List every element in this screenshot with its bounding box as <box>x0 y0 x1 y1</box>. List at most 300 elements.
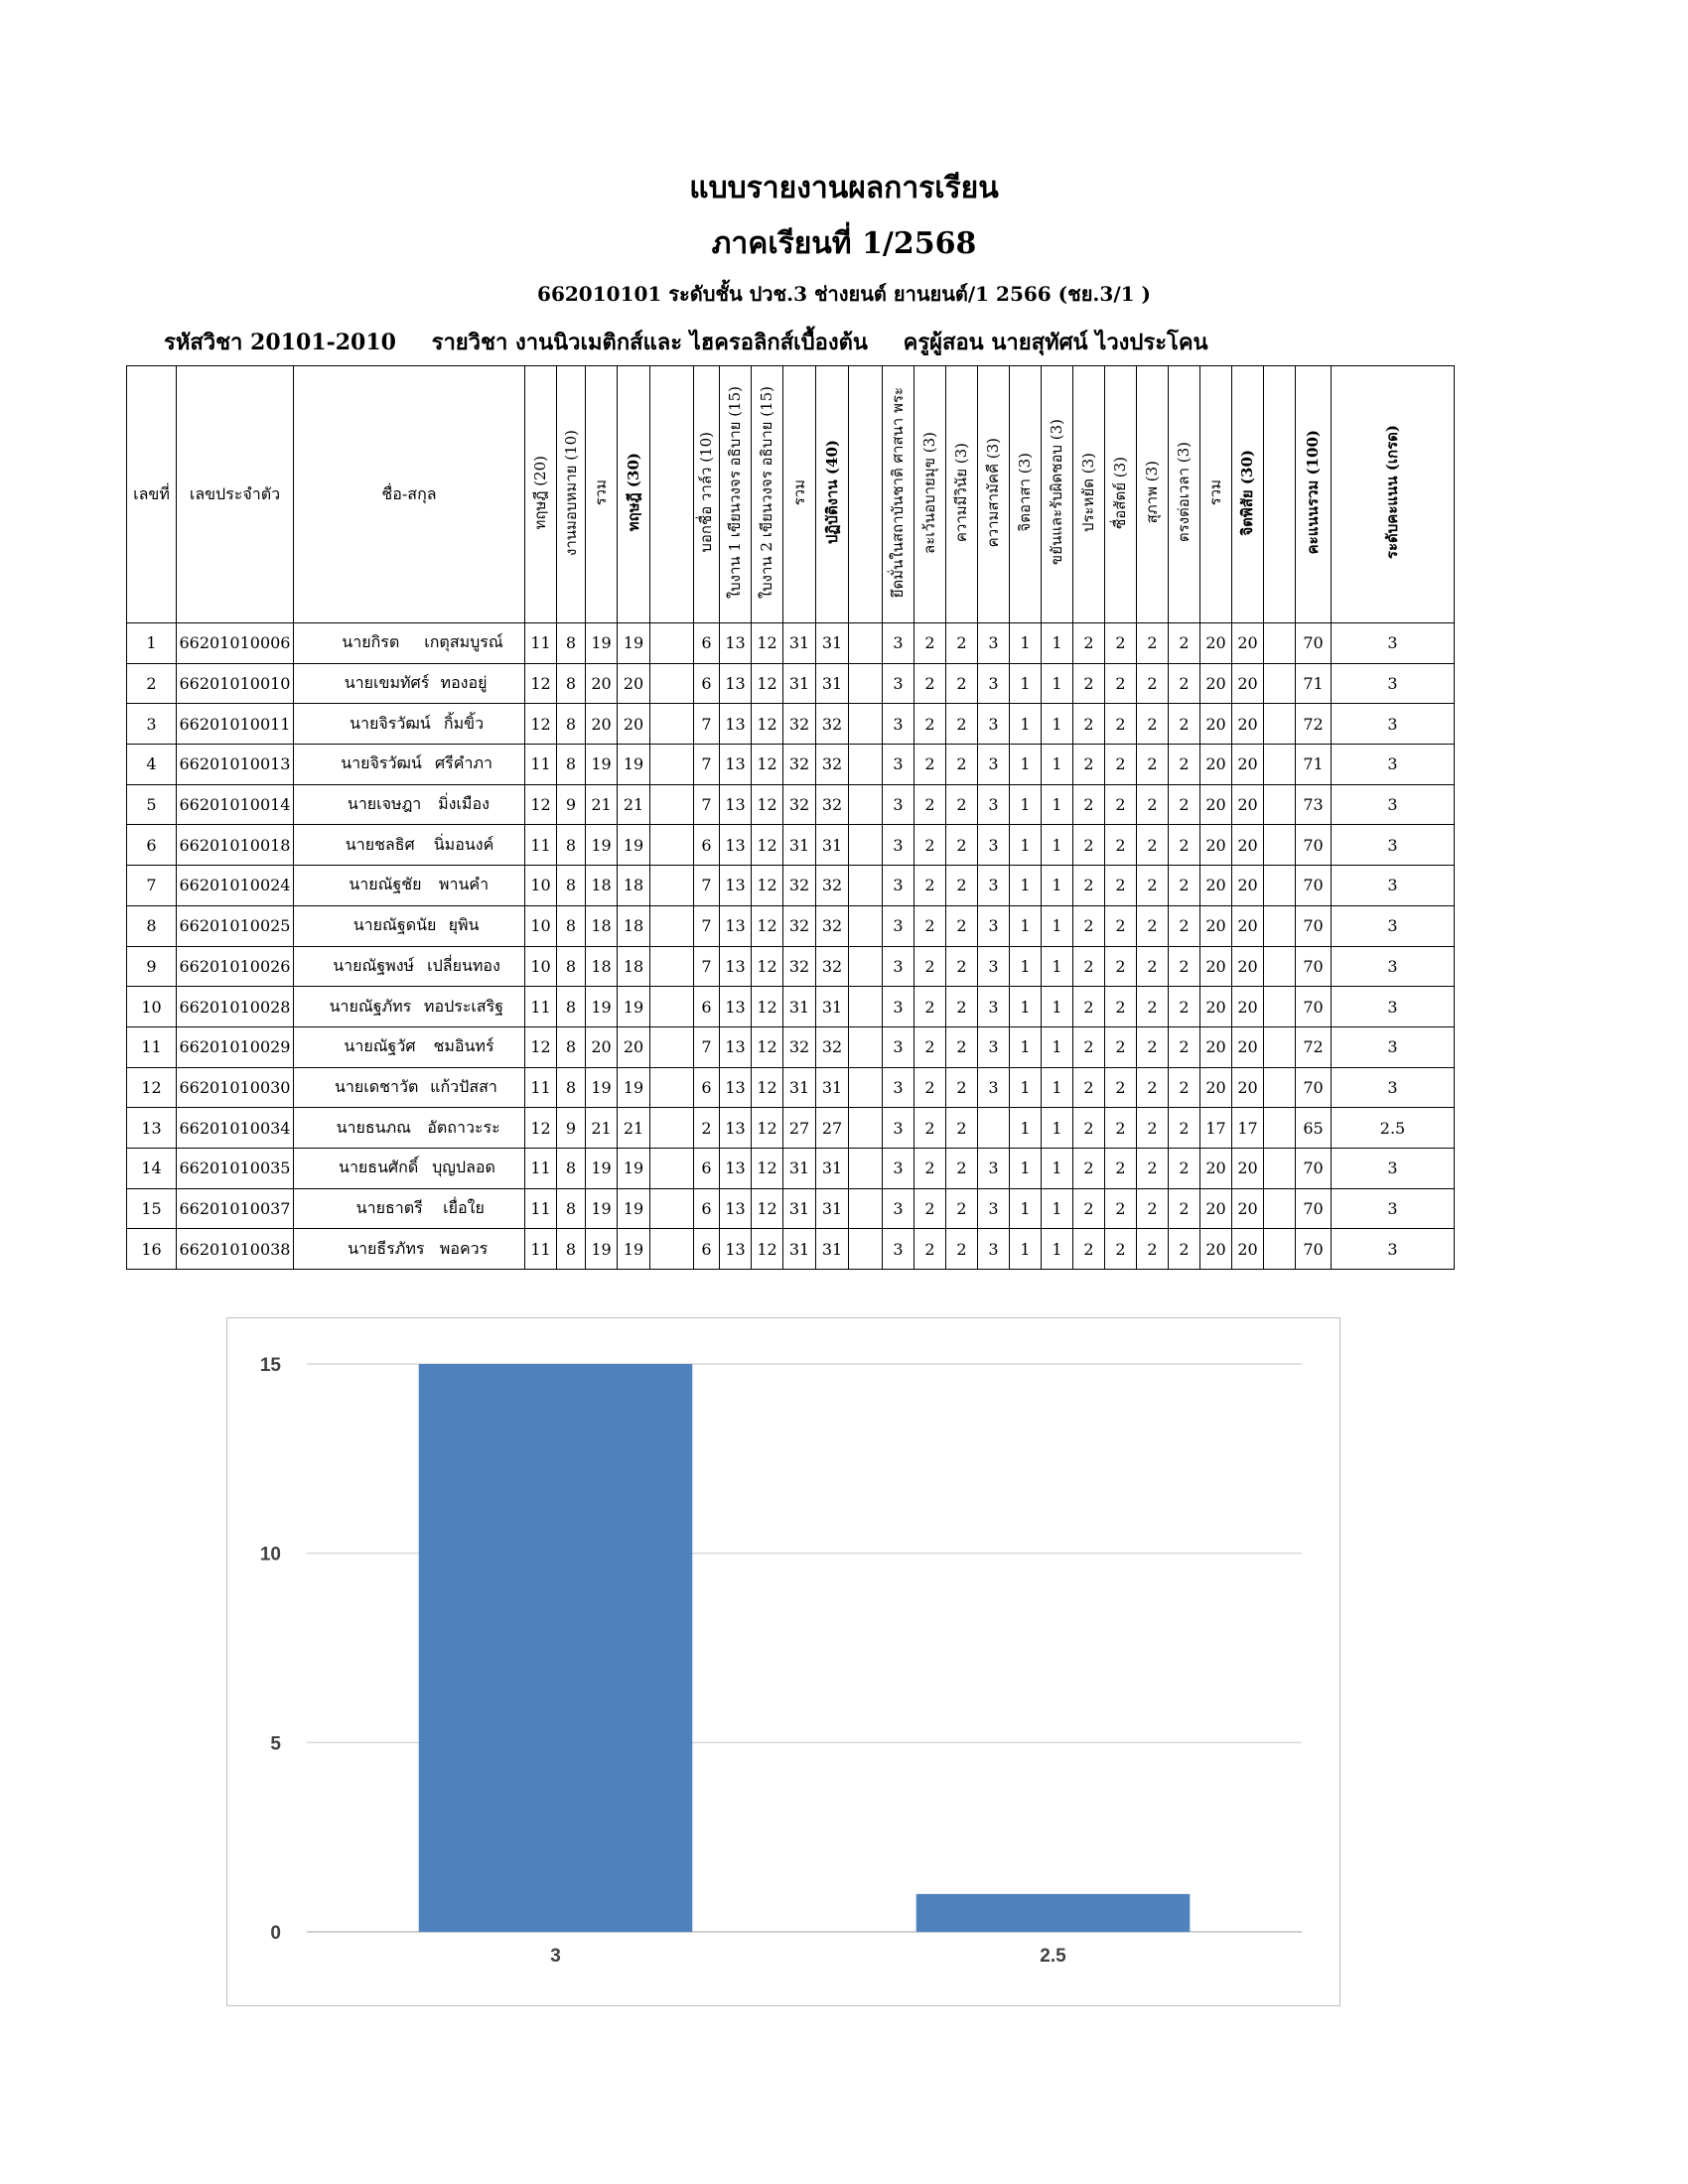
row-number: 13 <box>127 1108 177 1149</box>
score-cell: 13 <box>720 623 752 664</box>
subject-code: รหัสวิชา 20101-2010 <box>164 330 396 355</box>
score-cell: 3 <box>978 663 1010 704</box>
row-number: 1 <box>127 623 177 664</box>
student-name <box>294 663 525 704</box>
score-cell: 3 <box>883 987 914 1027</box>
score-cell: 12 <box>752 1067 783 1108</box>
score-cell: 2 <box>1105 784 1137 825</box>
score-cell: 12 <box>752 987 783 1027</box>
col-header-volunteer: จิตอาสา (3) <box>1010 366 1042 623</box>
score-cell: 3 <box>1332 1148 1455 1188</box>
student-name <box>294 1108 525 1149</box>
score-cell: 1 <box>1010 623 1042 664</box>
subject-name: รายวิชา งานนิวเมติกส์และ ไฮครอลิกส์เบื้องต้น <box>431 330 868 355</box>
score-cell: 3 <box>1332 623 1455 664</box>
score-cell: 3 <box>883 1108 914 1149</box>
score-cell: 2 <box>1169 946 1200 987</box>
score-cell: 19 <box>618 825 650 866</box>
col-header-grade: ระดับคะแนน (เกรด) <box>1332 366 1455 623</box>
score-cell: 2 <box>946 987 978 1027</box>
score-cell: 2 <box>946 1148 978 1188</box>
score-cell <box>849 623 883 664</box>
score-cell: 21 <box>618 784 650 825</box>
score-cell: 1 <box>1042 866 1073 906</box>
score-cell: 2 <box>914 663 946 704</box>
score-cell: 6 <box>694 1188 720 1229</box>
score-cell: 2 <box>1169 987 1200 1027</box>
score-cell: 2 <box>1137 1148 1169 1188</box>
table-row <box>127 946 1455 987</box>
score-cell <box>650 905 694 946</box>
score-cell: 2 <box>1137 745 1169 785</box>
score-cell <box>650 784 694 825</box>
score-cell: 71 <box>1296 663 1332 704</box>
score-cell: 3 <box>883 905 914 946</box>
score-cell: 11 <box>525 1148 557 1188</box>
score-cell <box>1264 1148 1296 1188</box>
score-cell: 3 <box>883 1148 914 1188</box>
table-row <box>127 1108 1455 1149</box>
score-cell: 3 <box>883 866 914 906</box>
score-cell: 31 <box>816 1229 849 1270</box>
score-cell: 1 <box>1010 784 1042 825</box>
col-header-id: เลขประจำตัว <box>177 366 294 623</box>
student-id: 66201010038 <box>177 1229 294 1270</box>
score-cell: 17 <box>1232 1108 1264 1149</box>
score-cell: 1 <box>1042 987 1073 1027</box>
score-cell: 10 <box>525 946 557 987</box>
score-cell: 6 <box>694 1067 720 1108</box>
score-cell: 1 <box>1010 663 1042 704</box>
score-cell: 20 <box>1200 1067 1232 1108</box>
score-cell: 2 <box>914 905 946 946</box>
score-cell: 2 <box>946 866 978 906</box>
bar <box>419 1364 693 1932</box>
score-cell <box>849 663 883 704</box>
score-cell: 1 <box>1042 1067 1073 1108</box>
table-row <box>127 1148 1455 1188</box>
score-cell: 12 <box>752 1026 783 1067</box>
score-cell: 2 <box>1105 866 1137 906</box>
score-cell: 32 <box>816 704 849 745</box>
score-cell: 3 <box>978 825 1010 866</box>
score-cell: 2 <box>914 946 946 987</box>
student-name <box>294 1067 525 1108</box>
score-cell: 8 <box>557 825 586 866</box>
student-last-name: อัตถาวะระ <box>427 1117 500 1137</box>
row-number: 16 <box>127 1229 177 1270</box>
student-name <box>294 1026 525 1067</box>
score-cell: 12 <box>752 825 783 866</box>
score-cell: 19 <box>586 1148 618 1188</box>
score-cell: 20 <box>1232 866 1264 906</box>
score-cell: 2 <box>1073 1026 1105 1067</box>
score-cell: 2 <box>1169 866 1200 906</box>
score-cell: 2 <box>1073 784 1105 825</box>
student-id: 66201010030 <box>177 1067 294 1108</box>
score-cell: 32 <box>816 946 849 987</box>
col-header-politeness: สุภาพ (3) <box>1137 366 1169 623</box>
row-number: 2 <box>127 663 177 704</box>
score-cell: 12 <box>752 704 783 745</box>
student-first-name: นายเดชาวัต <box>334 1076 419 1096</box>
score-cell: 31 <box>783 1148 816 1188</box>
score-cell: 9 <box>557 784 586 825</box>
score-cell: 3 <box>883 1188 914 1229</box>
score-cell: 1 <box>1010 1188 1042 1229</box>
score-cell: 70 <box>1296 1148 1332 1188</box>
score-cell <box>1264 745 1296 785</box>
score-cell: 1 <box>1010 1148 1042 1188</box>
score-cell: 13 <box>720 1148 752 1188</box>
col-header-assignment: งานมอบหมาย (10) <box>557 366 586 623</box>
score-cell: 2 <box>1137 905 1169 946</box>
score-cell <box>849 1229 883 1270</box>
x-tick-label: 2.5 <box>1040 1946 1066 1967</box>
table-row <box>127 825 1455 866</box>
score-cell: 31 <box>816 663 849 704</box>
score-cell: 2 <box>914 784 946 825</box>
score-cell: 18 <box>618 905 650 946</box>
score-cell: 2 <box>1169 1067 1200 1108</box>
student-name <box>294 745 525 785</box>
score-cell: 3 <box>883 704 914 745</box>
score-cell <box>849 1026 883 1067</box>
score-cell: 7 <box>694 905 720 946</box>
score-cell: 20 <box>1232 1067 1264 1108</box>
score-cell: 7 <box>694 946 720 987</box>
student-id: 66201010026 <box>177 946 294 987</box>
y-tick-label: 5 <box>270 1733 281 1755</box>
score-cell: 11 <box>525 1067 557 1108</box>
student-name <box>294 623 525 664</box>
score-cell: 18 <box>618 866 650 906</box>
score-cell: 3 <box>1332 1026 1455 1067</box>
score-cell: 8 <box>557 987 586 1027</box>
score-cell: 1 <box>1042 1026 1073 1067</box>
score-cell: 2 <box>914 825 946 866</box>
table-row <box>127 866 1455 906</box>
score-cell: 8 <box>557 704 586 745</box>
score-cell: 20 <box>1200 623 1232 664</box>
score-cell: 32 <box>816 745 849 785</box>
score-cell: 70 <box>1296 987 1332 1027</box>
score-cell: 8 <box>557 946 586 987</box>
score-cell <box>849 784 883 825</box>
table-row <box>127 784 1455 825</box>
student-name <box>294 784 525 825</box>
student-last-name: พอควร <box>439 1238 489 1258</box>
score-cell <box>650 946 694 987</box>
col-header-blank-3 <box>1264 366 1296 623</box>
score-cell: 8 <box>557 905 586 946</box>
x-tick-label: 3 <box>550 1946 561 1967</box>
score-cell: 19 <box>586 1188 618 1229</box>
score-cell: 8 <box>557 1026 586 1067</box>
score-cell: 3 <box>1332 1229 1455 1270</box>
student-first-name: นายธาตรี <box>355 1197 423 1217</box>
score-cell <box>849 704 883 745</box>
student-name <box>294 1229 525 1270</box>
col-header-theory-sum: รวม <box>586 366 618 623</box>
col-header-practice-sum: รวม <box>783 366 816 623</box>
score-cell: 2 <box>1073 1108 1105 1149</box>
score-cell <box>1264 1067 1296 1108</box>
score-cell: 20 <box>586 1026 618 1067</box>
score-cell: 20 <box>1232 623 1264 664</box>
col-header-discipline: ความมีวินัย (3) <box>946 366 978 623</box>
row-number: 9 <box>127 946 177 987</box>
score-cell: 2 <box>1169 663 1200 704</box>
score-cell: 2 <box>1137 623 1169 664</box>
score-cell: 2 <box>1137 825 1169 866</box>
score-cell: 12 <box>752 745 783 785</box>
score-cell: 3 <box>883 623 914 664</box>
score-cell: 21 <box>586 784 618 825</box>
score-cell: 3 <box>1332 1188 1455 1229</box>
table-row <box>127 1188 1455 1229</box>
score-cell: 20 <box>1232 745 1264 785</box>
score-cell: 27 <box>783 1108 816 1149</box>
score-cell: 2 <box>1137 946 1169 987</box>
score-cell <box>650 1026 694 1067</box>
score-cell: 11 <box>525 825 557 866</box>
student-last-name: ทอประเสริฐ <box>423 996 504 1016</box>
score-cell: 32 <box>816 866 849 906</box>
score-cell: 11 <box>525 1229 557 1270</box>
student-last-name: ชมอินทร์ <box>433 1036 494 1056</box>
score-cell: 1 <box>1010 866 1042 906</box>
score-cell: 70 <box>1296 1188 1332 1229</box>
row-number: 12 <box>127 1067 177 1108</box>
score-cell: 3 <box>1332 905 1455 946</box>
score-cell: 2 <box>1169 745 1200 785</box>
score-cell: 2 <box>914 623 946 664</box>
score-cell: 1 <box>1010 745 1042 785</box>
score-cell: 3 <box>1332 825 1455 866</box>
score-cell: 20 <box>618 663 650 704</box>
col-header-blank-1 <box>650 366 694 623</box>
score-cell <box>650 1188 694 1229</box>
score-cell: 19 <box>586 825 618 866</box>
score-cell <box>1264 1229 1296 1270</box>
score-cell: 11 <box>525 745 557 785</box>
score-cell: 2 <box>1105 623 1137 664</box>
score-cell <box>849 946 883 987</box>
student-first-name: นายณัฐพงษ์ <box>333 955 415 975</box>
student-first-name: นายณัฐดนัย <box>352 915 437 935</box>
student-last-name: บุญปลอด <box>432 1158 495 1177</box>
score-cell: 2 <box>1169 1229 1200 1270</box>
score-cell: 1 <box>1042 905 1073 946</box>
score-cell: 9 <box>557 1108 586 1149</box>
student-last-name: กิ้มขิ้ว <box>443 713 485 733</box>
score-cell: 2 <box>1105 1148 1137 1188</box>
row-number: 14 <box>127 1148 177 1188</box>
score-cell <box>650 1067 694 1108</box>
score-cell: 20 <box>1200 1026 1232 1067</box>
score-cell: 6 <box>694 1148 720 1188</box>
score-cell: 32 <box>816 905 849 946</box>
student-last-name: ทองอยู่ <box>440 673 488 693</box>
score-cell <box>1264 1108 1296 1149</box>
score-cell: 2 <box>1169 784 1200 825</box>
score-cell: 20 <box>1232 704 1264 745</box>
score-cell <box>650 825 694 866</box>
score-cell: 32 <box>816 1026 849 1067</box>
student-last-name: เยื่อใย <box>443 1197 485 1217</box>
score-cell: 2 <box>1105 946 1137 987</box>
score-cell <box>650 663 694 704</box>
score-cell: 1 <box>1042 663 1073 704</box>
score-cell: 19 <box>618 987 650 1027</box>
score-cell: 3 <box>978 784 1010 825</box>
score-cell <box>650 745 694 785</box>
score-cell: 2 <box>1169 1108 1200 1149</box>
score-cell: 32 <box>783 1026 816 1067</box>
student-first-name: นายธนศักดิ์ <box>339 1158 419 1177</box>
row-number: 5 <box>127 784 177 825</box>
score-cell: 3 <box>1332 946 1455 987</box>
score-cell <box>1264 987 1296 1027</box>
row-number: 6 <box>127 825 177 866</box>
student-id: 66201010037 <box>177 1188 294 1229</box>
score-cell: 2 <box>1073 905 1105 946</box>
score-cell: 2 <box>1169 825 1200 866</box>
score-cell: 20 <box>1200 1229 1232 1270</box>
score-cell: 18 <box>618 946 650 987</box>
score-cell: 2 <box>946 623 978 664</box>
score-cell: 7 <box>694 1026 720 1067</box>
score-cell: 1 <box>1042 623 1073 664</box>
row-number: 11 <box>127 1026 177 1067</box>
score-cell: 20 <box>1200 987 1232 1027</box>
col-header-worksheet-2: ใบงาน 2 เขียนวงจร อธิบาย (15) <box>752 366 783 623</box>
subject-line <box>164 325 1236 359</box>
score-cell: 7 <box>694 866 720 906</box>
score-cell: 2 <box>946 905 978 946</box>
student-first-name: นายธีรภัทร <box>348 1238 425 1258</box>
score-cell: 3 <box>978 866 1010 906</box>
score-cell: 70 <box>1296 1229 1332 1270</box>
score-cell: 2 <box>946 663 978 704</box>
score-cell: 3 <box>883 946 914 987</box>
table-row <box>127 704 1455 745</box>
score-cell: 12 <box>525 704 557 745</box>
score-cell: 2 <box>914 1108 946 1149</box>
score-cell: 2 <box>946 1026 978 1067</box>
score-cell: 2 <box>1105 1026 1137 1067</box>
col-header-institution: ยึดมั่นในสถาบันชาติ ศาสนา พระ <box>883 366 914 623</box>
student-first-name: นายณัฐชัย <box>349 875 422 894</box>
score-cell: 31 <box>816 1148 849 1188</box>
student-first-name: นายชลธิศ <box>345 834 415 854</box>
score-cell: 20 <box>618 1026 650 1067</box>
score-cell: 32 <box>816 784 849 825</box>
score-cell: 3 <box>883 1229 914 1270</box>
score-cell: 13 <box>720 1067 752 1108</box>
score-cell: 2 <box>1105 1108 1137 1149</box>
score-cell: 20 <box>1200 825 1232 866</box>
table-row <box>127 1067 1455 1108</box>
row-number: 10 <box>127 987 177 1027</box>
score-cell: 2 <box>1105 745 1137 785</box>
score-cell <box>650 623 694 664</box>
score-cell: 2 <box>1137 704 1169 745</box>
grades-table <box>126 365 1455 1270</box>
col-header-theory-20: ทฤษฎี (20) <box>525 366 557 623</box>
score-cell: 2 <box>1169 1026 1200 1067</box>
student-last-name: ยุพิน <box>448 915 480 935</box>
score-cell: 12 <box>525 1026 557 1067</box>
score-cell: 1 <box>1010 1026 1042 1067</box>
score-cell <box>650 1148 694 1188</box>
score-cell <box>849 987 883 1027</box>
score-cell: 12 <box>525 1108 557 1149</box>
table-row <box>127 1026 1455 1067</box>
score-cell: 2 <box>914 1067 946 1108</box>
score-cell: 2 <box>694 1108 720 1149</box>
score-cell <box>1264 866 1296 906</box>
student-name <box>294 946 525 987</box>
score-cell: 2 <box>1169 623 1200 664</box>
score-cell <box>849 905 883 946</box>
score-cell: 3 <box>978 905 1010 946</box>
row-number: 15 <box>127 1188 177 1229</box>
table-row <box>127 623 1455 664</box>
score-cell: 1 <box>1010 1108 1042 1149</box>
score-cell <box>849 1067 883 1108</box>
score-cell: 72 <box>1296 1026 1332 1067</box>
score-cell <box>1264 905 1296 946</box>
score-cell: 19 <box>586 1229 618 1270</box>
score-cell: 3 <box>883 784 914 825</box>
score-cell: 1 <box>1042 1188 1073 1229</box>
score-cell: 2 <box>946 704 978 745</box>
student-name <box>294 866 525 906</box>
score-cell: 2 <box>1105 1067 1137 1108</box>
score-cell: 3 <box>1332 1067 1455 1108</box>
score-cell: 13 <box>720 905 752 946</box>
student-id: 66201010014 <box>177 784 294 825</box>
student-first-name: นายจิรวัฒน์ <box>341 753 422 773</box>
score-cell: 2 <box>1137 1067 1169 1108</box>
score-cell: 2 <box>946 745 978 785</box>
score-cell: 2 <box>1105 663 1137 704</box>
table-row <box>127 745 1455 785</box>
score-cell: 11 <box>525 623 557 664</box>
score-cell: 19 <box>618 1229 650 1270</box>
score-cell: 13 <box>720 704 752 745</box>
score-cell: 2 <box>1105 1188 1137 1229</box>
score-cell: 31 <box>816 1188 849 1229</box>
score-cell: 7 <box>694 784 720 825</box>
score-cell: 70 <box>1296 866 1332 906</box>
score-cell <box>1264 1188 1296 1229</box>
row-number: 8 <box>127 905 177 946</box>
student-last-name: เปลี่ยนทอง <box>427 955 500 975</box>
score-cell: 6 <box>694 623 720 664</box>
score-cell: 2 <box>1137 1026 1169 1067</box>
y-tick-label: 15 <box>259 1355 281 1376</box>
score-cell: 21 <box>618 1108 650 1149</box>
score-cell <box>849 1108 883 1149</box>
score-cell: 32 <box>783 905 816 946</box>
score-cell: 12 <box>752 946 783 987</box>
semester-title: ภาคเรียนที่ 1/2568 <box>711 226 977 261</box>
score-cell: 20 <box>1200 866 1232 906</box>
col-header-name: ชื่อ-สกุล <box>294 366 525 623</box>
